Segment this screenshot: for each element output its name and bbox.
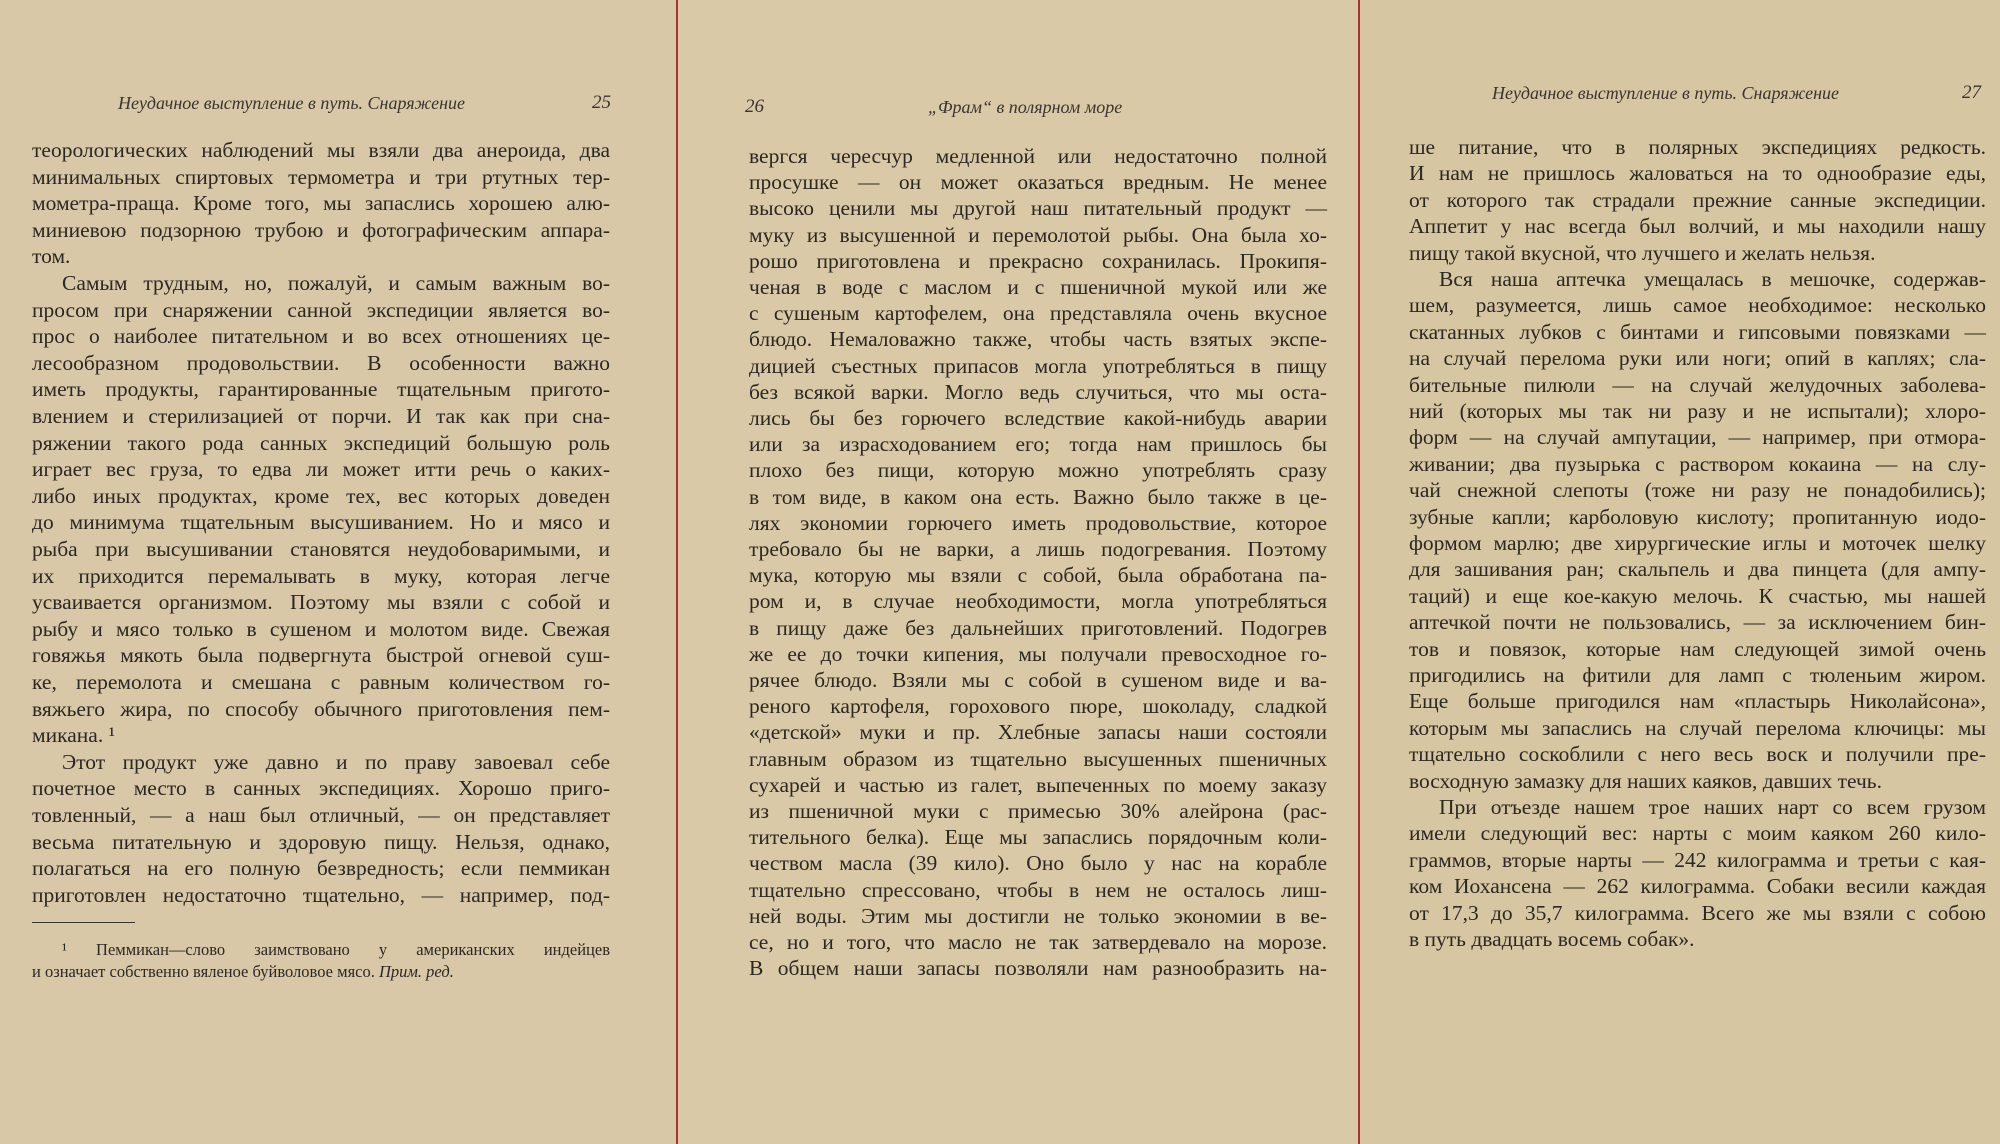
- text-line: без всякой варки. Могло ведь случиться, что мы оста-: [749, 379, 1327, 404]
- text-line: лись бы без горючего вследствие какой-нибудь аварии: [749, 406, 1327, 430]
- text-line: форм — на случай ампутации, — например, при отмора-: [1409, 425, 1986, 450]
- text-line: Еще больше пригодился нам «пластырь Николайсона»,: [1409, 689, 1986, 714]
- text-line: ней воды. Этим мы достигли не только экономии в ве-: [749, 903, 1327, 928]
- text-line: либо иных продуктах, кроме тех, вес которых доведен: [32, 483, 610, 508]
- text-line: чеством масла (39 кило). Оно было у нас на корабле: [749, 851, 1327, 876]
- text-line: При отъезде нашем трое наших нарт со всем грузом: [1439, 795, 1986, 819]
- text-line: тщательно спрессовано, чтобы в нем не осталось лиш-: [749, 877, 1327, 902]
- text-line: усваивается организмом. Поэтому мы взяли с собой и: [32, 590, 610, 615]
- text-line: же ее до точки кипения, мы получали превосходное го-: [749, 641, 1327, 666]
- text-line: пищу такой вкусной, что лучшего и желать нельзя.: [1409, 240, 1876, 265]
- running-header: Неудачное выступление в путь. Снаряжение: [1492, 83, 1840, 103]
- footnote-text: и означает собственно вяленое буйволовое мясо.: [32, 962, 375, 981]
- text-line: вяжьего жира, по способу обычного приготовления пем-: [32, 696, 610, 721]
- text-line: до минимума тщательным высушиванием. Но и мясо и: [32, 510, 610, 535]
- text-line: влением и стерилизацией от порчи. И так как при сна-: [32, 404, 610, 428]
- text-line: из пшеничной муки с примесью 30% алейрона (рас-: [749, 799, 1327, 823]
- text-line: почетное место в санных экспедициях. Хорошо приго-: [32, 776, 610, 801]
- text-line: лесообразном продовольствии. В особенности важно: [32, 350, 610, 375]
- text-line: рыбу и мясо только в сушеном и молотом виде. Свежая: [32, 616, 610, 641]
- running-header: „Фрам“ в полярном море: [928, 97, 1123, 117]
- text-line: их приходится перемалывать в муку, которая легче: [32, 563, 610, 588]
- text-line: Вся наша аптечка умещалась в мешочке, содержав-: [1439, 267, 1986, 291]
- text-line: блюдо. Немаловажно также, чтобы часть взятых экспе-: [749, 327, 1327, 352]
- text-line: от 17,3 до 35,7 килограмма. Всего же мы взяли с собою: [1409, 900, 1986, 925]
- text-line: се, но и того, что масло не так затвердевало на морозе.: [749, 930, 1327, 954]
- book-page-25: [0, 0, 676, 1144]
- page-number: 27: [1962, 82, 1981, 103]
- text-line: зубные капли; карболовую кислоту; пропитанную иодо-: [1409, 504, 1986, 529]
- text-line: тительного белка). Еще мы запаслись порядочным коли-: [749, 825, 1327, 850]
- text-line: тов и повязок, которые нам следующей зимой очень: [1409, 636, 1986, 661]
- text-line: тщательно соскоблили с него весь воск и получили пре-: [1409, 742, 1986, 767]
- text-line: дицией съестных припасов могла употребляться в пищу: [749, 353, 1327, 378]
- text-line: приготовлен недостаточно тщательно, — например, под-: [32, 882, 610, 907]
- text-line: В общем наши запасы позволяли нам разнообразить на-: [749, 956, 1327, 981]
- text-line: говяжья мякоть была подвергнута быстрой огневой суш-: [32, 643, 610, 668]
- text-line: рошо приготовлена и прекрасно сохранилась. Прокипя-: [749, 248, 1327, 273]
- text-line: плохо без пищи, которую можно употреблять сразу: [749, 458, 1327, 483]
- text-line: полагаться на его полную безвредность; если пеммикан: [32, 856, 610, 881]
- text-line: вергся чересчур медленной или недостаточно полной: [749, 144, 1327, 168]
- text-line: миниевою подзорною трубою и фотографическим аппара-: [32, 217, 610, 242]
- text-line: в путь двадцать восемь собак».: [1409, 927, 1695, 951]
- text-line: муку из высушенной и перемолотой рыбы. Она была хо-: [749, 222, 1327, 247]
- text-line: аптечкой почти не пользовались, — за исключением бин-: [1409, 610, 1986, 635]
- text-line: таций) и еще кое-какую мелочь. К счастью, мы нашей: [1409, 583, 1986, 608]
- text-line: чай снежной слепоты (тоже ни разу не понадобились);: [1409, 478, 1986, 503]
- text-line: лях экономии горючего иметь продовольствие, которое: [749, 510, 1327, 535]
- text-line: или за израсходованием его; тогда нам пришлось бы: [749, 432, 1327, 457]
- footnote-line: [32, 962, 592, 982]
- text-line: шем, разумеется, лишь самое необходимое: несколько: [1409, 293, 1986, 318]
- book-page-27: [1360, 0, 2000, 1144]
- text-line: мометра-праща. Кроме того, мы запаслись хорошею алю-: [32, 191, 610, 216]
- text-line: прос о наиболее питательном и во всех отношениях це-: [32, 324, 610, 349]
- text-line: весьма питательную и здоровую пищу. Нельзя, однако,: [32, 829, 610, 854]
- text-line: которым мы запаслись на случай перелома ключицы: мы: [1409, 715, 1986, 740]
- text-line: микана. ¹: [32, 723, 116, 748]
- text-line: теорологических наблюдений мы взяли два анероида, два: [32, 138, 610, 162]
- text-line: Самым трудным, но, пожалуй, и самым важным во-: [62, 271, 610, 295]
- text-line: в пищу даже без дальнейших приготовлений. Подогрев: [749, 615, 1327, 640]
- text-line: бительные пилюли — на случай желудочных заболева-: [1409, 372, 1986, 397]
- text-line: ке, перемолота и смешана с равным количеством го-: [32, 670, 610, 694]
- text-line: реного картофеля, горохового пюре, шоколаду, сладкой: [749, 694, 1327, 719]
- text-line: ченая в воде с маслом и с пшеничной мукой или же: [749, 275, 1327, 299]
- footnote-line: ¹ Пеммикан—слово заимствовано у американских индейцев: [62, 940, 610, 959]
- text-line: в том виде, в каком она есть. Важно было также в це-: [749, 484, 1327, 509]
- text-line: с сушеным картофелем, она представляла очень вкусное: [749, 301, 1327, 326]
- page-number: 26: [745, 96, 764, 117]
- text-line: имели следующий вес: нарты с моим каяком 260 кило-: [1409, 821, 1986, 846]
- text-line: живании; два пузырька с раствором кокаина — на слу-: [1409, 451, 1986, 476]
- text-line: том.: [32, 244, 71, 269]
- text-line: просом при снаряжении санной экспедиции является во-: [32, 297, 610, 322]
- footnote-separator: [32, 922, 135, 923]
- text-line: пригодились на фитили для ламп с тюленьим жиром.: [1409, 663, 1986, 687]
- text-line: главным образом из тщательно высушенных пшеничных: [749, 746, 1327, 771]
- text-line: граммов, вторые нарты — 242 килограмма и третьи с кая-: [1409, 847, 1986, 872]
- book-page-26: [678, 0, 1358, 1144]
- text-line: мука, которую мы взяли с собой, была обработана па-: [749, 563, 1327, 588]
- text-line: рыба при высушивании становятся неудобоваримыми, и: [32, 537, 610, 561]
- text-line: минимальных спиртовых термометра и три ртутных тер-: [32, 164, 610, 189]
- text-line: И нам не пришлось жаловаться на то однообразие еды,: [1409, 161, 1986, 186]
- text-line: сухарей и частью из галет, выпеченных по моему заказу: [749, 772, 1327, 797]
- text-line: товленный, — а наш был отличный, — он представляет: [32, 803, 610, 827]
- text-line: ний (которых мы так ни разу и не испытали); хлоро-: [1409, 399, 1986, 423]
- page-number: 25: [592, 92, 611, 113]
- text-line: иметь продукты, гарантированные тщательным пригото-: [32, 377, 610, 402]
- text-line: Аппетит у нас всегда был волчий, и мы находили нашу: [1409, 214, 1986, 239]
- text-line: рячее блюдо. Взяли мы с собой в сушеном виде и ва-: [749, 668, 1327, 692]
- text-line: ше питание, что в полярных экспедициях редкость.: [1409, 135, 1986, 159]
- text-line: просушке — он может оказаться вредным. Не менее: [749, 170, 1327, 195]
- text-line: от которого так страдали прежние санные экспедиции.: [1409, 187, 1986, 212]
- text-line: играет вес груза, то едва ли может итти речь о каких-: [32, 457, 610, 482]
- text-line: Этот продукт уже давно и по праву завоевал себе: [62, 749, 610, 774]
- text-line: восходную замазку для наших каяков, давших течь.: [1409, 768, 1882, 793]
- editor-note-label: Прим. ред.: [378, 962, 454, 981]
- text-line: скатанных лубков с бинтами и гипсовыми повязками —: [1409, 319, 1986, 344]
- text-line: «детской» муки и пр. Хлебные запасы наши состояли: [749, 720, 1327, 745]
- text-line: ком Иохансена — 262 килограмма. Собаки весили каждая: [1409, 874, 1986, 899]
- text-line: для зашивания ран; скальпель и два пинцета (для ампу-: [1409, 557, 1986, 582]
- text-line: высоко ценили мы другой наш питательный продукт —: [749, 196, 1327, 221]
- text-line: ряжении такого рода санных экспедиций большую роль: [32, 430, 610, 455]
- running-header: Неудачное выступление в путь. Снаряжение: [118, 93, 466, 113]
- text-line: на случай перелома руки или ноги; опий в каплях; сла-: [1409, 346, 1986, 371]
- text-line: ром и, в случае необходимости, могла употребляться: [749, 589, 1327, 614]
- text-line: формом марлю; две хирургические иглы и моточек шелку: [1409, 531, 1986, 555]
- text-line: требовало бы не варки, а лишь подогревания. Поэтому: [749, 537, 1327, 561]
